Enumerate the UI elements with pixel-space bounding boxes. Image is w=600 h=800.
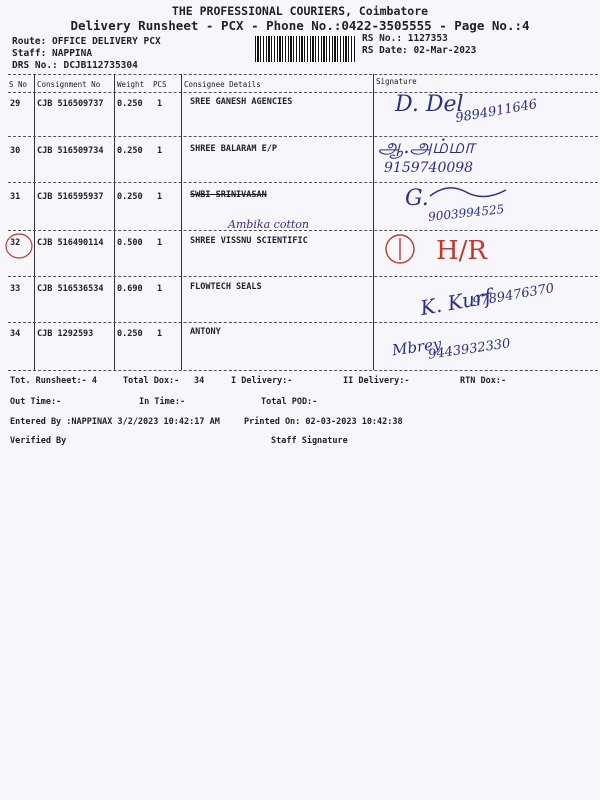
- first-delivery: I Delivery:-: [231, 376, 293, 386]
- signature-flourish: [428, 180, 508, 200]
- row-rule: [8, 230, 598, 231]
- row-pcs: 1: [157, 99, 163, 109]
- row-pcs: 1: [157, 329, 163, 339]
- company-title: THE PROFESSIONAL COURIERS, Coimbatore: [171, 4, 429, 18]
- row-rule: [8, 322, 598, 323]
- entered-by: Entered By :NAPPINAX 3/2/2023 10:42:17 AM: [10, 417, 220, 427]
- column-divider: [34, 74, 35, 370]
- row-consignee: SHREE BALARAM E/P: [190, 144, 277, 154]
- runsheet-subtitle: Delivery Runsheet - PCX - Phone No.:0422-3505555 - Page No.:4: [70, 18, 530, 33]
- row-pcs: 1: [157, 192, 163, 202]
- row-consignment: CJB 1292593: [37, 329, 94, 339]
- barcode: [255, 36, 355, 62]
- route: Route: OFFICE DELIVERY PCX: [12, 36, 161, 47]
- row-sno: 31: [10, 192, 21, 202]
- signature-name: Mbrey: [390, 334, 443, 360]
- row-rule: [8, 182, 598, 183]
- row-sno: 32: [10, 238, 21, 248]
- row-pcs: 1: [157, 238, 163, 248]
- row-weight: 0.250: [117, 99, 143, 109]
- total-dox-label: Total Dox:-: [123, 376, 180, 386]
- row-weight: 0.500: [117, 238, 143, 248]
- verified-by: Verified By: [10, 436, 67, 446]
- table-header-rule: [8, 92, 598, 93]
- col-header-sno: S No: [9, 80, 28, 89]
- column-divider: [181, 74, 182, 370]
- signature-name: H/R: [436, 236, 488, 266]
- signature-name: D. Del: [395, 92, 464, 117]
- row-consignment: CJB 516490114: [37, 238, 104, 248]
- return-dox: RTN Dox:-: [460, 376, 507, 386]
- total-runsheet: Tot. Runsheet:- 4: [10, 376, 97, 386]
- signature-phone: 9003994525: [427, 202, 505, 224]
- col-header-consignment: Consignment No: [37, 80, 101, 89]
- row-weight: 0.250: [117, 192, 143, 202]
- signature-phone: 9789476370: [471, 280, 556, 311]
- in-time: In Time:-: [139, 397, 186, 407]
- row-consignee: SWBI SRINIVASAN: [190, 190, 267, 200]
- row-pcs: 1: [157, 284, 163, 294]
- signature-phone: 9443932330: [427, 336, 512, 363]
- total-dox-value: 34: [194, 376, 205, 386]
- row-consignment: CJB 516536534: [37, 284, 104, 294]
- rs-number: RS No.: 1127353: [362, 33, 448, 44]
- red-circled-initial: [382, 232, 418, 266]
- row-sno: 30: [10, 146, 21, 156]
- printed-on: Printed On: 02-03-2023 10:42:38: [244, 417, 403, 427]
- signature-name: K. Kurf: [418, 283, 494, 321]
- second-delivery: II Delivery:-: [343, 376, 410, 386]
- row-weight: 0.250: [117, 146, 143, 156]
- row-consignee: FLOWTECH SEALS: [190, 282, 262, 292]
- row-consignment: CJB 516509737: [37, 99, 104, 109]
- handwritten-note: Ambika cotton: [228, 218, 309, 231]
- row-consignment: CJB 516509734: [37, 146, 104, 156]
- drs-number: DRS No.: DCJB112735304: [12, 60, 138, 71]
- column-divider: [114, 74, 115, 370]
- signature-name: G.: [405, 186, 429, 211]
- row-weight: 0.690: [117, 284, 143, 294]
- column-divider: [373, 74, 374, 370]
- row-rule: [8, 136, 598, 137]
- row-consignee: ANTONY: [190, 327, 221, 337]
- staff: Staff: NAPPINA: [12, 48, 93, 59]
- row-consignment: CJB 516595937: [37, 192, 104, 202]
- row-consignee: SREE GANESH AGENCIES: [190, 97, 293, 107]
- table-top-rule: [8, 74, 598, 75]
- row-sno: 33: [10, 284, 21, 294]
- out-time: Out Time:-: [10, 397, 62, 407]
- table-bottom-rule: [8, 370, 598, 371]
- staff-signature: Staff Signature: [271, 436, 348, 446]
- signature-name: ஆ.அம்மா: [378, 134, 475, 158]
- row-consignee: SHREE VISSNU SCIENTIFIC: [190, 236, 308, 246]
- col-header-weight: Weight: [117, 80, 145, 89]
- row-sno: 29: [10, 99, 21, 109]
- total-pod: Total POD:-: [261, 397, 318, 407]
- row-sno: 34: [10, 329, 21, 339]
- row-pcs: 1: [157, 146, 163, 156]
- rs-date: RS Date: 02-Mar-2023: [362, 45, 477, 56]
- col-header-signature: Signature: [376, 77, 417, 86]
- row-weight: 0.250: [117, 329, 143, 339]
- col-header-pcs: PCS: [153, 80, 167, 89]
- signature-phone: 9159740098: [384, 160, 474, 176]
- col-header-consignee: Consignee Details: [184, 80, 261, 89]
- signature-phone: 9894911646: [454, 96, 539, 127]
- row-rule: [8, 276, 598, 277]
